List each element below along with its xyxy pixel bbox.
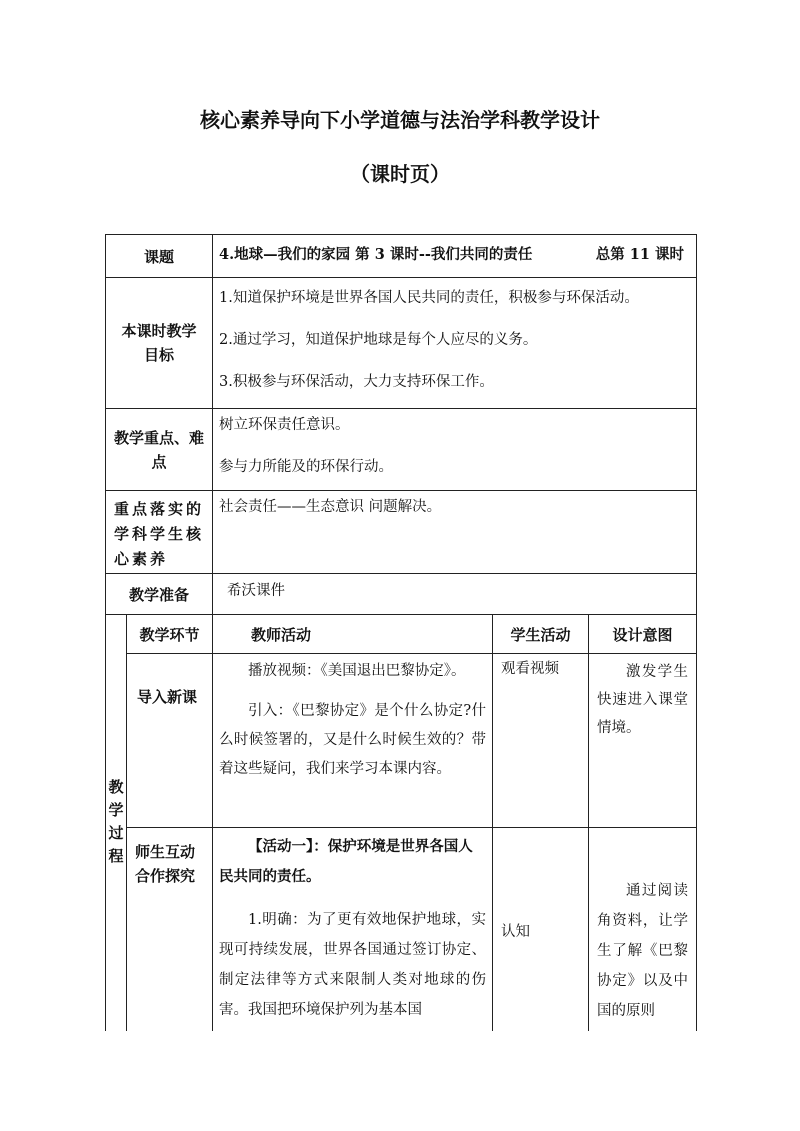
teacher-2-line-1: 1.明确：为了更有效地保护地球，实现可持续发展，世界各国通过签订协定、制定法律等方式来限制人类对地球的伤害。我国把环境保护列为基本国 (219, 912, 486, 1018)
document-subtitle: （课时页） (350, 162, 450, 186)
key-label: 教学重点、难点 (114, 428, 205, 471)
literacy-label-cell (105, 490, 213, 574)
intent-2: 通过阅读角资料，让学生了解《巴黎协定》以及中国的原则 (597, 883, 688, 1019)
goals-label: 本课时教学目标 (121, 322, 197, 364)
col-stage-header (126, 614, 213, 654)
topic-label: 课题 (143, 247, 174, 266)
student-1: 观看视频 (501, 661, 559, 677)
literacy-cell (212, 490, 697, 574)
key-point-1: 树立环保责任意识。 (219, 417, 350, 433)
prep-value: 希沃课件 (227, 583, 285, 599)
literacy-value: 社会责任——生态意识 问题解决。 (219, 499, 442, 515)
col-teacher-text: 教师活动 (251, 626, 312, 644)
student-2-cell (492, 827, 589, 1031)
goal-1: 1.知道保护环境是世界各国人民共同的责任，积极参与环保活动。 (219, 290, 639, 306)
stage-1-cell (126, 653, 213, 828)
key-cell (212, 408, 697, 491)
teacher-1-line-1: 播放视频：《美国退出巴黎协定》。 (248, 663, 466, 679)
goals-cell (212, 277, 697, 409)
col-student-text: 学生活动 (510, 625, 571, 644)
goals-label-cell (105, 277, 213, 409)
prep-cell (212, 573, 697, 615)
key-point-2: 参与力所能及的环保行动。 (219, 459, 393, 475)
col-teacher-header (212, 614, 493, 654)
topic-label-cell (105, 234, 213, 278)
student-2: 认知 (501, 924, 530, 940)
literacy-label: 重点落实的学科学生核心素养 (114, 500, 205, 568)
col-student-header (492, 614, 589, 654)
student-1-cell (492, 653, 589, 828)
teacher-2-heading: 【活动一】：保护环境是世界各国人民共同的责任。 (219, 839, 473, 885)
goal-2: 2.通过学习，知道保护地球是每个人应尽的义务。 (219, 332, 538, 348)
stage-1: 导入新课 (137, 688, 198, 706)
intent-1: 激发学生快速进入课堂情境。 (597, 664, 688, 736)
total-lesson: 总第 11 课时 (595, 246, 684, 263)
goal-3: 3.积极参与环保活动，大力支持环保工作。 (219, 374, 494, 390)
process-label-cell (105, 614, 127, 1031)
process-label: 教学过程 (108, 778, 124, 865)
teacher-1-line-2: 引入：《巴黎协定》是个什么协定?什么时候签署的，又是什么时候生效的？带着这些疑问，我们来学习本课内容。 (219, 703, 486, 777)
col-intent-header (588, 614, 697, 654)
document-title: 核心素养导向下小学道德与法治学科教学设计 (200, 108, 600, 132)
intent-1-cell (588, 653, 697, 828)
teacher-2-cell (212, 827, 493, 1031)
prep-label-cell (105, 573, 213, 615)
intent-2-cell (588, 827, 697, 1031)
key-label-cell (105, 408, 213, 491)
col-intent-text: 设计意图 (612, 625, 673, 644)
topic-value-cell (212, 234, 697, 278)
stage-2: 师生互动合作探究 (135, 843, 196, 885)
topic-value: 4.地球—我们的家园 第 3 课时--我们共同的责任 (219, 246, 533, 263)
stage-2-cell (126, 827, 213, 1031)
col-stage-text: 教学环节 (139, 625, 200, 644)
prep-label: 教学准备 (128, 585, 189, 604)
teacher-1-cell (212, 653, 493, 828)
